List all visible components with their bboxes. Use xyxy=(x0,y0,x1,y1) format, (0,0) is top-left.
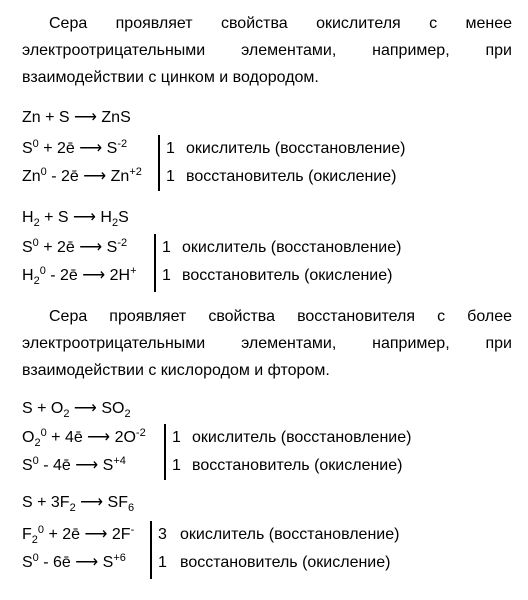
coefficient: 1 xyxy=(172,457,181,474)
paragraph-line: Сера проявляет свойства окислителя с менее xyxy=(49,15,512,32)
coefficient: 1 xyxy=(166,168,175,185)
coefficient: 1 xyxy=(166,140,175,157)
role-label: окислитель (восстановление) xyxy=(180,526,400,543)
intro-paragraph-oxidizer xyxy=(22,10,512,91)
paragraph-line: взаимодействии с цинком и водородом. xyxy=(22,69,319,86)
balance-divider xyxy=(158,135,160,191)
role-label: восстановитель (окисление) xyxy=(186,168,397,185)
reaction-equation: Zn + S ⟶ ZnS xyxy=(22,109,131,126)
reaction-equation: $H_2 + S$ ⟶ $H_2S$ xyxy=(22,209,129,229)
half-reaction: $S^0$ - 4ē ⟶ $S^{+4}$ xyxy=(22,455,126,474)
role-label: восстановитель (окисление) xyxy=(192,457,403,474)
coefficient: 1 xyxy=(158,554,167,571)
paragraph-line: электроотрицательными элементами, например, при xyxy=(22,42,512,59)
role-label: восстановитель (окисление) xyxy=(180,554,391,571)
role-label: окислитель (восстановление) xyxy=(186,140,406,157)
role-label: восстановитель (окисление) xyxy=(182,267,393,284)
role-label: окислитель (восстановление) xyxy=(192,429,412,446)
coefficient: 1 xyxy=(172,429,181,446)
balance-divider xyxy=(164,424,166,480)
role-label: окислитель (восстановление) xyxy=(182,239,402,256)
half-reaction: $S^0$ + 2ē ⟶ $S^{-2}$ xyxy=(22,237,128,256)
half-reaction: $S^0$ - 6ē ⟶ $S^{+6}$ xyxy=(22,552,126,571)
half-reaction: $H_2^0$ - 2ē ⟶ 2H+ xyxy=(22,265,137,287)
coefficient: 1 xyxy=(162,267,171,284)
reaction-equation: $S + O_2$ ⟶ $SO_2$ xyxy=(22,400,131,420)
coefficient: 1 xyxy=(162,239,171,256)
paragraph-line: Сера проявляет свойства восстановителя с более xyxy=(49,308,512,325)
balance-divider xyxy=(154,234,156,292)
half-reaction: $S^0$ + 2ē ⟶ $S^{-2}$ xyxy=(22,138,128,157)
intro-paragraph-reducer xyxy=(22,303,512,384)
half-reaction: $F_2^0$ + 2ē ⟶ 2F- xyxy=(22,524,135,546)
balance-divider xyxy=(150,521,152,579)
reaction-equation: $S + 3F_2$ ⟶ $SF_6$ xyxy=(22,494,135,514)
coefficient: 3 xyxy=(158,526,167,543)
paragraph-line: электроотрицательными элементами, например, при xyxy=(22,335,512,352)
half-reaction: $O_2^0$ + 4ē ⟶ $2O^{-2}$ xyxy=(22,427,146,449)
paragraph-line: взаимодействии с кислородом и фтором. xyxy=(22,362,330,379)
half-reaction: Zn$^0$ - 2ē ⟶ $Zn^{+2}$ xyxy=(22,166,142,185)
